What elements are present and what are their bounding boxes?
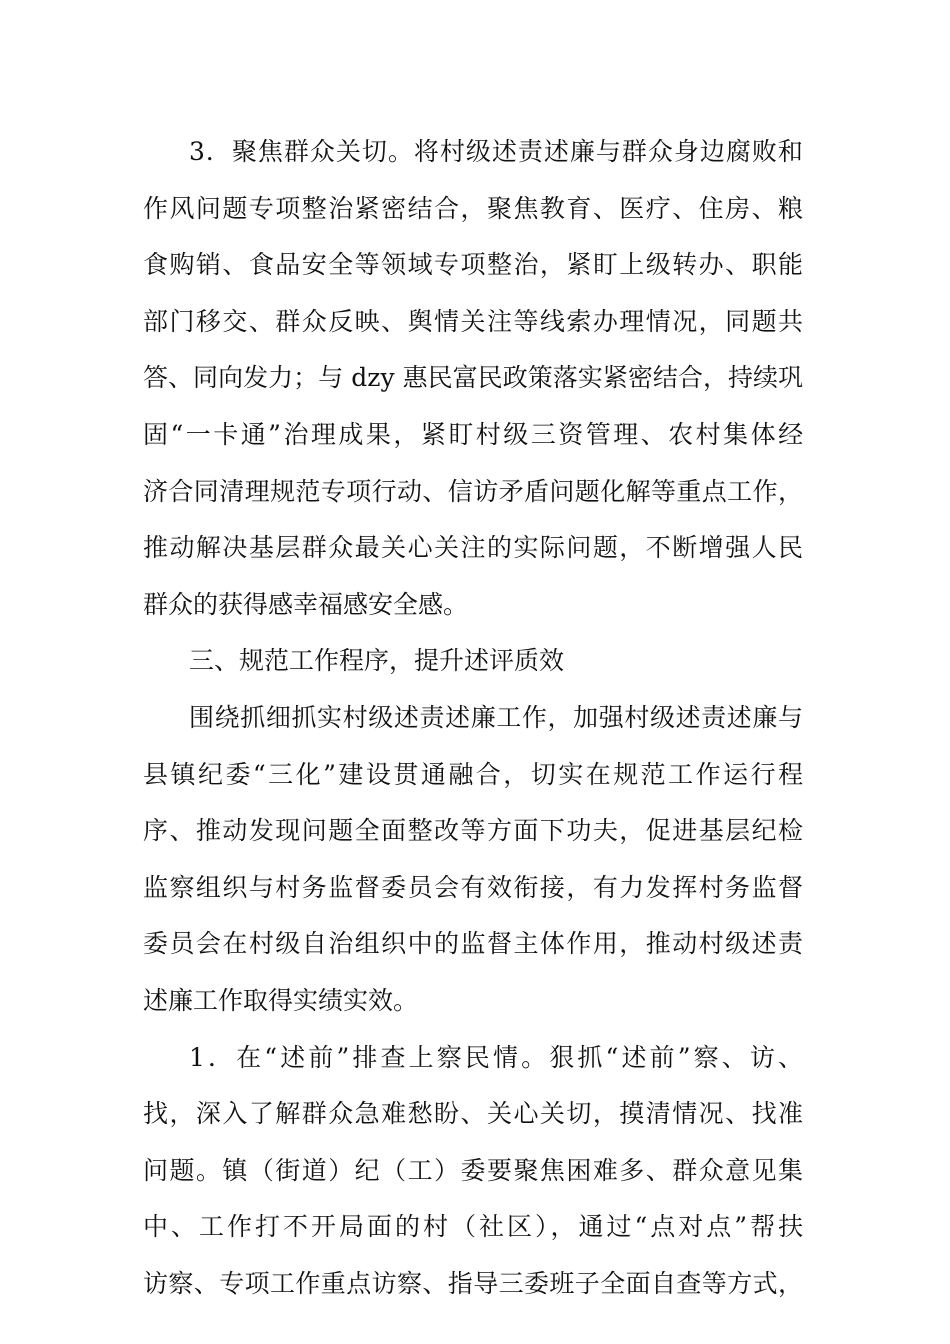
- text-line: 答、同向发力；与 dzy 惠民富民政策落实紧密结合，持续巩: [143, 363, 804, 393]
- text-line: 中、工作打不开局面的村（社区），通过“点对点”帮扶: [143, 1212, 807, 1242]
- text-line: 述廉工作取得实绩实效。: [143, 985, 419, 1015]
- text-line: 问题。镇（街道）纪（工）委要聚焦困难多、群众意见集: [143, 1155, 805, 1185]
- text-line: 委员会在村级自治组织中的监督主体作用，推动村级述责: [143, 929, 805, 959]
- text-line: 围绕抓细抓实村级述责述廉工作，加强村级述责述廉与: [189, 702, 804, 732]
- text-line: 找，深入了解群众急难愁盼、关心关切，摸清情况、找准: [143, 1099, 805, 1129]
- text-line: 监察组织与村务监督委员会有效衔接，有力发挥村务监督: [143, 872, 805, 902]
- section-heading: 三、规范工作程序，提升述评质效: [189, 646, 565, 676]
- text-line: 1．在“述前”排查上察民情。狠抓“述前”察、访、: [189, 1042, 807, 1072]
- text-line: 序、推动发现问题全面整改等方面下功夫，促进基层纪检: [143, 816, 805, 846]
- document-body: [143, 128, 807, 1316]
- text-line: 固“一卡通”治理成果，紧盯村级三资管理、农村集体经: [143, 419, 806, 449]
- text-line: 3．聚焦群众关切。将村级述责述廉与群众身边腐败和: [189, 137, 804, 166]
- text-line: 群众的获得感幸福感安全感。: [143, 589, 469, 619]
- text-line: 推动解决基层群众最关心关注的实际问题，不断增强人民: [143, 533, 805, 563]
- text-line: 访察、专项工作重点访察、指导三委班子全面自查等方式，: [143, 1268, 804, 1298]
- text-line: 食购销、食品安全等领域专项整治，紧盯上级转办、职能: [143, 250, 805, 280]
- text-line: 济合同清理规范专项行动、信访矛盾问题化解等重点工作，: [143, 476, 804, 506]
- text-line: 作风问题专项整治紧密结合，聚焦教育、医疗、住房、粮: [143, 193, 805, 223]
- text-line: 部门移交、群众反映、舆情关注等线索办理情况，同题共: [143, 306, 805, 336]
- text-line: 县镇纪委“三化”建设贯通融合，切实在规范工作运行程: [143, 759, 806, 789]
